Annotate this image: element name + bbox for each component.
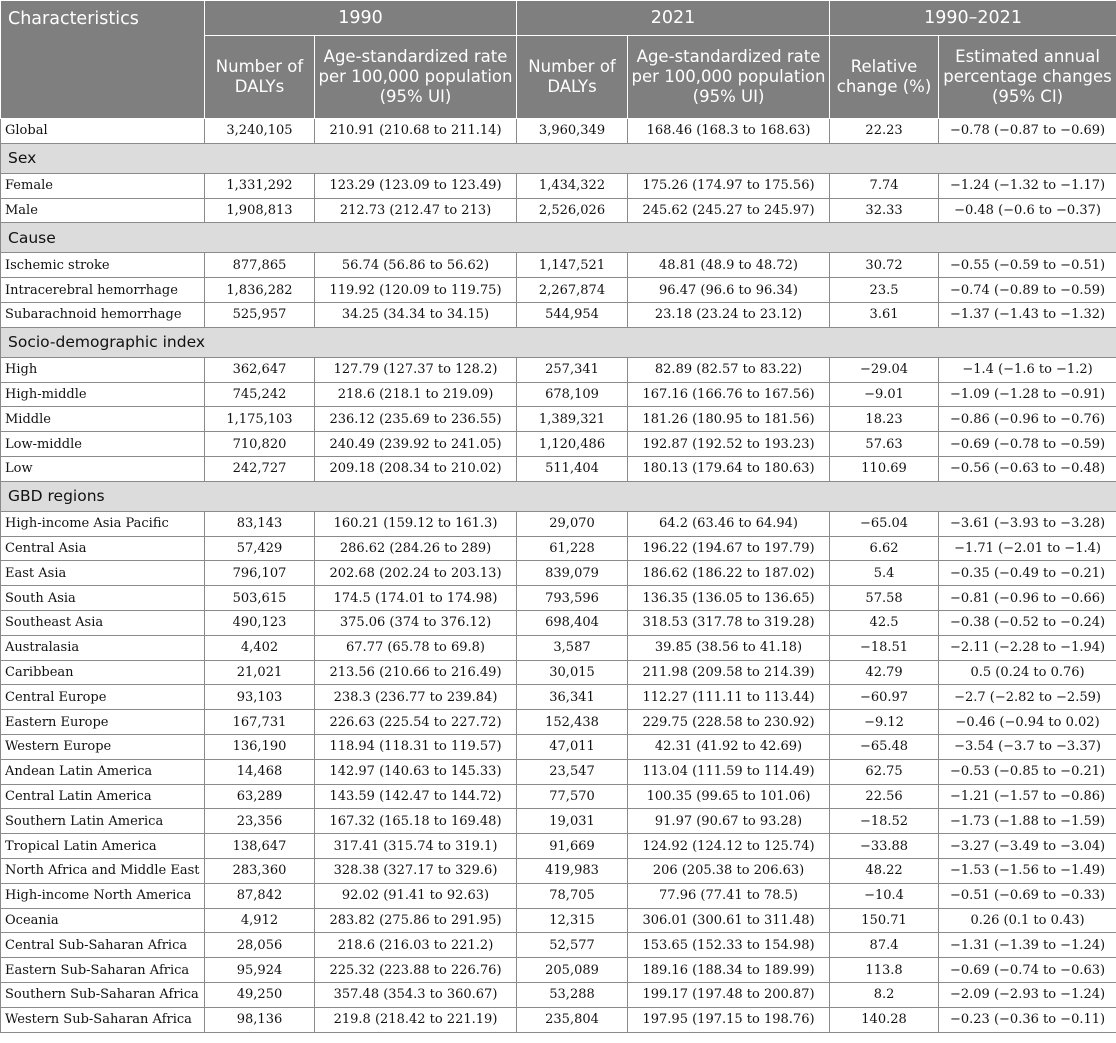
cell-dalys-2021: 61,228 <box>517 536 628 561</box>
section-row <box>1 143 1116 173</box>
cell-rate-2021: 77.96 (77.41 to 78.5) <box>628 883 830 908</box>
cell-relative-change: 22.56 <box>830 784 939 809</box>
row-label: Global <box>1 119 205 144</box>
cell-rate-2021: 124.92 (124.12 to 125.74) <box>628 834 830 859</box>
cell-rate-1990: 357.48 (354.3 to 360.67) <box>315 982 517 1007</box>
cell-relative-change: −60.97 <box>830 685 939 710</box>
cell-rate-1990: 67.77 (65.78 to 69.8) <box>315 635 517 660</box>
cell-eapc: −1.24 (−1.32 to −1.17) <box>939 173 1116 198</box>
cell-eapc: −0.69 (−0.78 to −0.59) <box>939 432 1116 457</box>
cell-relative-change: −18.52 <box>830 809 939 834</box>
row-label: Central Europe <box>1 685 205 710</box>
cell-dalys-2021: 29,070 <box>517 511 628 536</box>
header-dalys-1990: Number of DALYs <box>205 36 315 119</box>
row-label: Australasia <box>1 635 205 660</box>
cell-eapc: −3.61 (−3.93 to −3.28) <box>939 511 1116 536</box>
cell-rate-2021: 112.27 (111.11 to 113.44) <box>628 685 830 710</box>
cell-dalys-1990: 57,429 <box>205 536 315 561</box>
cell-dalys-2021: 1,120,486 <box>517 432 628 457</box>
cell-dalys-2021: 3,960,349 <box>517 119 628 144</box>
cell-rate-1990: 174.5 (174.01 to 174.98) <box>315 586 517 611</box>
cell-relative-change: 140.28 <box>830 1007 939 1032</box>
cell-rate-2021: 91.97 (90.67 to 93.28) <box>628 809 830 834</box>
cell-dalys-2021: 511,404 <box>517 456 628 481</box>
table-row <box>1 173 1116 198</box>
table-row <box>1 1007 1116 1032</box>
cell-rate-1990: 210.91 (210.68 to 211.14) <box>315 119 517 144</box>
table-row <box>1 382 1116 407</box>
table-row <box>1 302 1116 327</box>
table-row <box>1 858 1116 883</box>
cell-eapc: −0.55 (−0.59 to −0.51) <box>939 253 1116 278</box>
cell-rate-1990: 209.18 (208.34 to 210.02) <box>315 456 517 481</box>
cell-dalys-1990: 525,957 <box>205 302 315 327</box>
cell-eapc: −2.11 (−2.28 to −1.94) <box>939 635 1116 660</box>
cell-dalys-1990: 1,836,282 <box>205 278 315 303</box>
cell-dalys-1990: 21,021 <box>205 660 315 685</box>
cell-dalys-2021: 3,587 <box>517 635 628 660</box>
cell-relative-change: 8.2 <box>830 982 939 1007</box>
cell-rate-1990: 118.94 (118.31 to 119.57) <box>315 734 517 759</box>
section-row <box>1 481 1116 511</box>
cell-rate-2021: 96.47 (96.6 to 96.34) <box>628 278 830 303</box>
cell-dalys-2021: 793,596 <box>517 586 628 611</box>
row-label: Eastern Sub-Saharan Africa <box>1 958 205 983</box>
cell-dalys-1990: 87,842 <box>205 883 315 908</box>
cell-dalys-2021: 47,011 <box>517 734 628 759</box>
table-header <box>1 1 1116 119</box>
cell-dalys-2021: 1,389,321 <box>517 407 628 432</box>
cell-dalys-1990: 796,107 <box>205 561 315 586</box>
cell-rate-1990: 375.06 (374 to 376.12) <box>315 610 517 635</box>
cell-eapc: −0.38 (−0.52 to −0.24) <box>939 610 1116 635</box>
section-row <box>1 327 1116 357</box>
table-row <box>1 536 1116 561</box>
row-label: North Africa and Middle East <box>1 858 205 883</box>
cell-eapc: −0.74 (−0.89 to −0.59) <box>939 278 1116 303</box>
cell-eapc: −1.71 (−2.01 to −1.4) <box>939 536 1116 561</box>
cell-eapc: −0.53 (−0.85 to −0.21) <box>939 759 1116 784</box>
row-label: Ischemic stroke <box>1 253 205 278</box>
cell-dalys-2021: 52,577 <box>517 933 628 958</box>
cell-dalys-1990: 93,103 <box>205 685 315 710</box>
table-row <box>1 456 1116 481</box>
cell-dalys-1990: 138,647 <box>205 834 315 859</box>
cell-dalys-2021: 23,547 <box>517 759 628 784</box>
cell-rate-2021: 197.95 (197.15 to 198.76) <box>628 1007 830 1032</box>
cell-dalys-1990: 136,190 <box>205 734 315 759</box>
cell-eapc: −0.35 (−0.49 to −0.21) <box>939 561 1116 586</box>
table-row <box>1 883 1116 908</box>
cell-rate-2021: 318.53 (317.78 to 319.28) <box>628 610 830 635</box>
cell-relative-change: 32.33 <box>830 198 939 223</box>
cell-dalys-2021: 78,705 <box>517 883 628 908</box>
cell-dalys-2021: 235,804 <box>517 1007 628 1032</box>
cell-eapc: −0.23 (−0.36 to −0.11) <box>939 1007 1116 1032</box>
row-label: High-income Asia Pacific <box>1 511 205 536</box>
row-label: Low <box>1 456 205 481</box>
cell-rate-1990: 127.79 (127.37 to 128.2) <box>315 357 517 382</box>
header-year-2021: 2021 <box>517 1 830 36</box>
cell-eapc: −0.51 (−0.69 to −0.33) <box>939 883 1116 908</box>
cell-relative-change: −9.01 <box>830 382 939 407</box>
cell-relative-change: 110.69 <box>830 456 939 481</box>
cell-rate-2021: 199.17 (197.48 to 200.87) <box>628 982 830 1007</box>
cell-dalys-2021: 839,079 <box>517 561 628 586</box>
table-row <box>1 561 1116 586</box>
cell-eapc: −3.27 (−3.49 to −3.04) <box>939 834 1116 859</box>
table-row <box>1 834 1116 859</box>
cell-dalys-2021: 152,438 <box>517 710 628 735</box>
row-label: Southern Sub-Saharan Africa <box>1 982 205 1007</box>
cell-dalys-1990: 490,123 <box>205 610 315 635</box>
table-row <box>1 610 1116 635</box>
cell-dalys-1990: 83,143 <box>205 511 315 536</box>
table-row <box>1 586 1116 611</box>
header-rate-2021: Age-standardized rate per 100,000 population (95% UI) <box>628 36 830 119</box>
cell-dalys-2021: 1,147,521 <box>517 253 628 278</box>
section-label: Sex <box>1 143 1116 173</box>
cell-rate-2021: 48.81 (48.9 to 48.72) <box>628 253 830 278</box>
row-label: Oceania <box>1 908 205 933</box>
cell-relative-change: 7.74 <box>830 173 939 198</box>
section-label: Socio-demographic index <box>1 327 1116 357</box>
table-row <box>1 119 1116 144</box>
cell-eapc: −0.69 (−0.74 to −0.63) <box>939 958 1116 983</box>
cell-dalys-2021: 698,404 <box>517 610 628 635</box>
cell-eapc: −2.7 (−2.82 to −2.59) <box>939 685 1116 710</box>
cell-dalys-1990: 95,924 <box>205 958 315 983</box>
row-label: High <box>1 357 205 382</box>
row-label: Central Asia <box>1 536 205 561</box>
cell-dalys-2021: 53,288 <box>517 982 628 1007</box>
cell-dalys-2021: 1,434,322 <box>517 173 628 198</box>
header-year-1990: 1990 <box>205 1 517 36</box>
cell-rate-2021: 113.04 (111.59 to 114.49) <box>628 759 830 784</box>
row-label: South Asia <box>1 586 205 611</box>
table-row <box>1 278 1116 303</box>
table-row <box>1 511 1116 536</box>
cell-rate-1990: 226.63 (225.54 to 227.72) <box>315 710 517 735</box>
cell-eapc: −1.4 (−1.6 to −1.2) <box>939 357 1116 382</box>
cell-rate-1990: 283.82 (275.86 to 291.95) <box>315 908 517 933</box>
cell-rate-2021: 64.2 (63.46 to 64.94) <box>628 511 830 536</box>
cell-dalys-1990: 1,331,292 <box>205 173 315 198</box>
cell-dalys-2021: 2,526,026 <box>517 198 628 223</box>
cell-rate-1990: 34.25 (34.34 to 34.15) <box>315 302 517 327</box>
cell-eapc: −1.53 (−1.56 to −1.49) <box>939 858 1116 883</box>
cell-rate-1990: 218.6 (216.03 to 221.2) <box>315 933 517 958</box>
table-row <box>1 710 1116 735</box>
table-row <box>1 407 1116 432</box>
cell-relative-change: 5.4 <box>830 561 939 586</box>
header-rate-1990: Age-standardized rate per 100,000 population (95% UI) <box>315 36 517 119</box>
cell-eapc: −1.31 (−1.39 to −1.24) <box>939 933 1116 958</box>
cell-rate-2021: 306.01 (300.61 to 311.48) <box>628 908 830 933</box>
cell-rate-2021: 189.16 (188.34 to 189.99) <box>628 958 830 983</box>
row-label: Female <box>1 173 205 198</box>
section-label: GBD regions <box>1 481 1116 511</box>
cell-dalys-2021: 419,983 <box>517 858 628 883</box>
cell-dalys-1990: 1,175,103 <box>205 407 315 432</box>
row-label: Central Sub-Saharan Africa <box>1 933 205 958</box>
cell-rate-1990: 219.8 (218.42 to 221.19) <box>315 1007 517 1032</box>
cell-dalys-1990: 14,468 <box>205 759 315 784</box>
cell-eapc: −2.09 (−2.93 to −1.24) <box>939 982 1116 1007</box>
cell-rate-2021: 186.62 (186.22 to 187.02) <box>628 561 830 586</box>
cell-rate-2021: 100.35 (99.65 to 101.06) <box>628 784 830 809</box>
section-row <box>1 223 1116 253</box>
cell-rate-2021: 206 (205.38 to 206.63) <box>628 858 830 883</box>
table-row <box>1 660 1116 685</box>
cell-rate-1990: 225.32 (223.88 to 226.76) <box>315 958 517 983</box>
row-label: Male <box>1 198 205 223</box>
cell-eapc: 0.26 (0.1 to 0.43) <box>939 908 1116 933</box>
section-label: Cause <box>1 223 1116 253</box>
cell-dalys-1990: 63,289 <box>205 784 315 809</box>
row-label: Southeast Asia <box>1 610 205 635</box>
cell-rate-2021: 23.18 (23.24 to 23.12) <box>628 302 830 327</box>
table-row <box>1 635 1116 660</box>
cell-rate-2021: 42.31 (41.92 to 42.69) <box>628 734 830 759</box>
header-eapc: Estimated annual percentage changes (95% CI) <box>939 36 1116 119</box>
cell-relative-change: 23.5 <box>830 278 939 303</box>
row-label: Low-middle <box>1 432 205 457</box>
row-label: Western Europe <box>1 734 205 759</box>
header-relative-change: Relative change (%) <box>830 36 939 119</box>
cell-relative-change: 3.61 <box>830 302 939 327</box>
cell-dalys-1990: 98,136 <box>205 1007 315 1032</box>
cell-dalys-1990: 3,240,105 <box>205 119 315 144</box>
cell-rate-1990: 202.68 (202.24 to 203.13) <box>315 561 517 586</box>
cell-relative-change: 62.75 <box>830 759 939 784</box>
cell-rate-1990: 240.49 (239.92 to 241.05) <box>315 432 517 457</box>
cell-relative-change: −65.48 <box>830 734 939 759</box>
cell-rate-2021: 167.16 (166.76 to 167.56) <box>628 382 830 407</box>
cell-rate-1990: 160.21 (159.12 to 161.3) <box>315 511 517 536</box>
header-period: 1990–2021 <box>830 1 1116 36</box>
table-row <box>1 253 1116 278</box>
cell-rate-2021: 229.75 (228.58 to 230.92) <box>628 710 830 735</box>
cell-eapc: 0.5 (0.24 to 0.76) <box>939 660 1116 685</box>
cell-dalys-1990: 745,242 <box>205 382 315 407</box>
cell-rate-2021: 153.65 (152.33 to 154.98) <box>628 933 830 958</box>
cell-relative-change: −9.12 <box>830 710 939 735</box>
cell-rate-2021: 175.26 (174.97 to 175.56) <box>628 173 830 198</box>
cell-relative-change: 18.23 <box>830 407 939 432</box>
cell-dalys-2021: 12,315 <box>517 908 628 933</box>
table-row <box>1 432 1116 457</box>
cell-dalys-2021: 36,341 <box>517 685 628 710</box>
cell-rate-2021: 39.85 (38.56 to 41.18) <box>628 635 830 660</box>
table-body <box>1 119 1116 1033</box>
cell-relative-change: −33.88 <box>830 834 939 859</box>
cell-relative-change: −29.04 <box>830 357 939 382</box>
cell-dalys-2021: 77,570 <box>517 784 628 809</box>
row-label: Subarachnoid hemorrhage <box>1 302 205 327</box>
header-dalys-2021: Number of DALYs <box>517 36 628 119</box>
cell-relative-change: 42.79 <box>830 660 939 685</box>
cell-rate-1990: 142.97 (140.63 to 145.33) <box>315 759 517 784</box>
cell-eapc: −0.48 (−0.6 to −0.37) <box>939 198 1116 223</box>
cell-rate-2021: 181.26 (180.95 to 181.56) <box>628 407 830 432</box>
cell-dalys-2021: 205,089 <box>517 958 628 983</box>
cell-rate-1990: 92.02 (91.41 to 92.63) <box>315 883 517 908</box>
table-row <box>1 357 1116 382</box>
cell-dalys-2021: 30,015 <box>517 660 628 685</box>
cell-rate-1990: 218.6 (218.1 to 219.09) <box>315 382 517 407</box>
table-row <box>1 933 1116 958</box>
cell-rate-1990: 317.41 (315.74 to 319.1) <box>315 834 517 859</box>
cell-eapc: −0.86 (−0.96 to −0.76) <box>939 407 1116 432</box>
cell-dalys-2021: 91,669 <box>517 834 628 859</box>
cell-rate-2021: 192.87 (192.52 to 193.23) <box>628 432 830 457</box>
cell-rate-1990: 286.62 (284.26 to 289) <box>315 536 517 561</box>
row-label: Intracerebral hemorrhage <box>1 278 205 303</box>
cell-dalys-1990: 710,820 <box>205 432 315 457</box>
cell-relative-change: 22.23 <box>830 119 939 144</box>
cell-eapc: −1.73 (−1.88 to −1.59) <box>939 809 1116 834</box>
cell-eapc: −0.56 (−0.63 to −0.48) <box>939 456 1116 481</box>
cell-eapc: −0.46 (−0.94 to 0.02) <box>939 710 1116 735</box>
cell-relative-change: 57.63 <box>830 432 939 457</box>
cell-relative-change: −10.4 <box>830 883 939 908</box>
cell-dalys-1990: 28,056 <box>205 933 315 958</box>
cell-dalys-1990: 362,647 <box>205 357 315 382</box>
cell-rate-1990: 56.74 (56.86 to 56.62) <box>315 253 517 278</box>
cell-relative-change: 113.8 <box>830 958 939 983</box>
cell-rate-1990: 123.29 (123.09 to 123.49) <box>315 173 517 198</box>
cell-eapc: −1.37 (−1.43 to −1.32) <box>939 302 1116 327</box>
cell-rate-1990: 167.32 (165.18 to 169.48) <box>315 809 517 834</box>
cell-relative-change: 57.58 <box>830 586 939 611</box>
table-row <box>1 759 1116 784</box>
cell-rate-1990: 213.56 (210.66 to 216.49) <box>315 660 517 685</box>
cell-eapc: −0.78 (−0.87 to −0.69) <box>939 119 1116 144</box>
row-label: Southern Latin America <box>1 809 205 834</box>
cell-dalys-2021: 544,954 <box>517 302 628 327</box>
cell-dalys-1990: 49,250 <box>205 982 315 1007</box>
cell-rate-2021: 245.62 (245.27 to 245.97) <box>628 198 830 223</box>
cell-dalys-1990: 23,356 <box>205 809 315 834</box>
header-characteristics: Characteristics <box>1 1 205 119</box>
table-row <box>1 982 1116 1007</box>
cell-relative-change: 87.4 <box>830 933 939 958</box>
row-label: High-income North America <box>1 883 205 908</box>
cell-rate-1990: 238.3 (236.77 to 239.84) <box>315 685 517 710</box>
cell-rate-2021: 196.22 (194.67 to 197.79) <box>628 536 830 561</box>
cell-rate-2021: 211.98 (209.58 to 214.39) <box>628 660 830 685</box>
cell-dalys-1990: 4,912 <box>205 908 315 933</box>
table-row <box>1 685 1116 710</box>
cell-relative-change: −65.04 <box>830 511 939 536</box>
row-label: Central Latin America <box>1 784 205 809</box>
cell-dalys-1990: 167,731 <box>205 710 315 735</box>
cell-dalys-2021: 19,031 <box>517 809 628 834</box>
cell-rate-1990: 143.59 (142.47 to 144.72) <box>315 784 517 809</box>
cell-dalys-1990: 283,360 <box>205 858 315 883</box>
cell-rate-1990: 119.92 (120.09 to 119.75) <box>315 278 517 303</box>
cell-relative-change: 6.62 <box>830 536 939 561</box>
cell-relative-change: 150.71 <box>830 908 939 933</box>
table-row <box>1 198 1116 223</box>
row-label: Caribbean <box>1 660 205 685</box>
cell-dalys-2021: 2,267,874 <box>517 278 628 303</box>
row-label: Eastern Europe <box>1 710 205 735</box>
row-label: Middle <box>1 407 205 432</box>
cell-dalys-2021: 257,341 <box>517 357 628 382</box>
cell-eapc: −1.21 (−1.57 to −0.86) <box>939 784 1116 809</box>
cell-rate-1990: 328.38 (327.17 to 329.6) <box>315 858 517 883</box>
table-row <box>1 908 1116 933</box>
cell-dalys-1990: 503,615 <box>205 586 315 611</box>
table-row <box>1 734 1116 759</box>
row-label: Andean Latin America <box>1 759 205 784</box>
cell-rate-2021: 180.13 (179.64 to 180.63) <box>628 456 830 481</box>
cell-eapc: −1.09 (−1.28 to −0.91) <box>939 382 1116 407</box>
cell-dalys-1990: 1,908,813 <box>205 198 315 223</box>
table-row <box>1 958 1116 983</box>
cell-dalys-1990: 4,402 <box>205 635 315 660</box>
cell-rate-2021: 136.35 (136.05 to 136.65) <box>628 586 830 611</box>
cell-relative-change: 48.22 <box>830 858 939 883</box>
row-label: High-middle <box>1 382 205 407</box>
cell-eapc: −0.81 (−0.96 to −0.66) <box>939 586 1116 611</box>
cell-relative-change: −18.51 <box>830 635 939 660</box>
row-label: Tropical Latin America <box>1 834 205 859</box>
cell-relative-change: 30.72 <box>830 253 939 278</box>
cell-rate-1990: 212.73 (212.47 to 213) <box>315 198 517 223</box>
table-row <box>1 809 1116 834</box>
cell-dalys-2021: 678,109 <box>517 382 628 407</box>
cell-rate-2021: 168.46 (168.3 to 168.63) <box>628 119 830 144</box>
row-label: East Asia <box>1 561 205 586</box>
cell-dalys-1990: 242,727 <box>205 456 315 481</box>
cell-rate-2021: 82.89 (82.57 to 83.22) <box>628 357 830 382</box>
table-row <box>1 784 1116 809</box>
cell-relative-change: 42.5 <box>830 610 939 635</box>
row-label: Western Sub-Saharan Africa <box>1 1007 205 1032</box>
cell-dalys-1990: 877,865 <box>205 253 315 278</box>
cell-rate-1990: 236.12 (235.69 to 236.55) <box>315 407 517 432</box>
cell-eapc: −3.54 (−3.7 to −3.37) <box>939 734 1116 759</box>
